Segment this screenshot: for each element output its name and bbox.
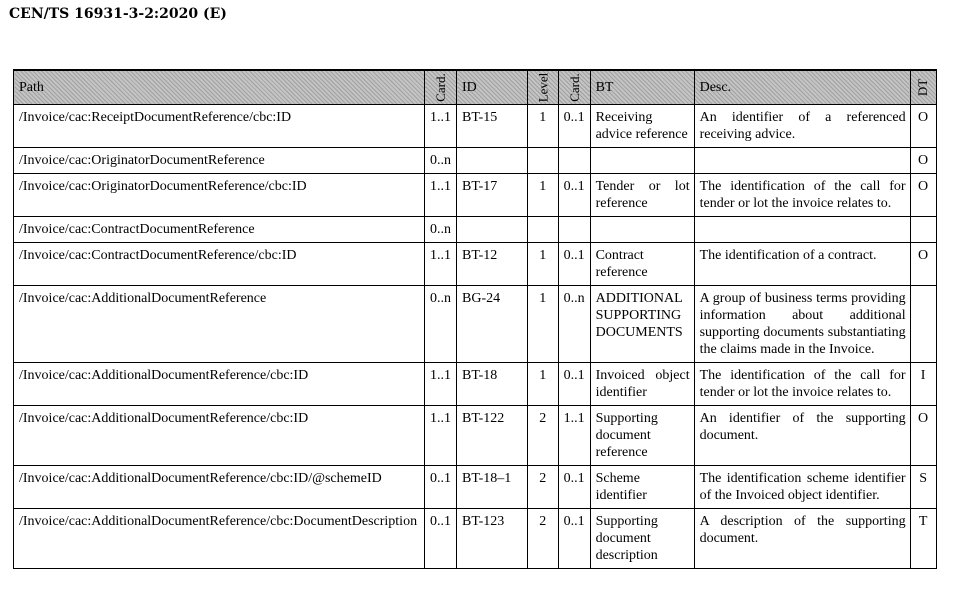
column-header-desc: Desc. — [694, 70, 910, 105]
column-header-card-bt: Card. — [558, 70, 590, 105]
cell-bt — [590, 217, 694, 243]
cell-bt: Scheme identifier — [590, 466, 694, 509]
cell-dt: O — [910, 148, 936, 174]
column-header-path: Path — [14, 70, 425, 105]
cell-dt: T — [910, 509, 936, 569]
cell-desc: The identification of the call for tender or lot the invoice relates to. — [694, 363, 910, 406]
cell-dt: O — [910, 105, 936, 148]
cell-card: 0..n — [425, 148, 457, 174]
cell-card-bt: 1..1 — [558, 406, 590, 466]
cell-bt: Invoiced object identifier — [590, 363, 694, 406]
cell-path: /Invoice/cac:ContractDocumentReference — [14, 217, 425, 243]
cell-path: /Invoice/cac:OriginatorDocumentReference — [14, 148, 425, 174]
cell-level: 2 — [528, 509, 559, 569]
table-header-row — [14, 70, 937, 105]
mapping-table — [13, 69, 937, 569]
cell-desc: The identification of the call for tender or lot the invoice relates to. — [694, 174, 910, 217]
cell-card: 0..1 — [425, 466, 457, 509]
cell-card: 1..1 — [425, 363, 457, 406]
cell-bt: Receiving advice reference — [590, 105, 694, 148]
cell-bt: Tender or lot reference — [590, 174, 694, 217]
cell-level: 1 — [528, 243, 559, 286]
cell-id: BT-15 — [457, 105, 528, 148]
cell-card-bt: 0..n — [558, 286, 590, 363]
cell-id: BT-18–1 — [457, 466, 528, 509]
cell-desc: A group of business terms providing information about additional supporting documents substantiating the claims made in the Invoice. — [694, 286, 910, 363]
cell-dt: S — [910, 466, 936, 509]
cell-bt: ADDITIONAL SUPPORTING DOCUMENTS — [590, 286, 694, 363]
cell-path: /Invoice/cac:AdditionalDocumentReference/cbc:DocumentDescription — [14, 509, 425, 569]
table-row — [14, 406, 937, 466]
cell-desc: The identification of a contract. — [694, 243, 910, 286]
cell-desc: An identifier of a referenced receiving advice. — [694, 105, 910, 148]
table-row — [14, 217, 937, 243]
column-header-bt: BT — [590, 70, 694, 105]
cell-path: /Invoice/cac:AdditionalDocumentReference/cbc:ID/@schemeID — [14, 466, 425, 509]
cell-dt — [910, 286, 936, 363]
cell-path: /Invoice/cac:ContractDocumentReference/cbc:ID — [14, 243, 425, 286]
cell-path: /Invoice/cac:AdditionalDocumentReference — [14, 286, 425, 363]
cell-card-bt: 0..1 — [558, 105, 590, 148]
cell-level: 1 — [528, 105, 559, 148]
cell-path: /Invoice/cac:OriginatorDocumentReference/cbc:ID — [14, 174, 425, 217]
cell-id: BT-17 — [457, 174, 528, 217]
cell-dt: I — [910, 363, 936, 406]
cell-card: 1..1 — [425, 406, 457, 466]
cell-card-bt: 0..1 — [558, 243, 590, 286]
cell-dt: O — [910, 406, 936, 466]
table-row — [14, 286, 937, 363]
cell-dt: O — [910, 243, 936, 286]
table-row — [14, 148, 937, 174]
column-header-level: Level — [528, 70, 559, 105]
cell-card: 1..1 — [425, 105, 457, 148]
cell-id: BT-18 — [457, 363, 528, 406]
cell-level: 2 — [528, 406, 559, 466]
cell-id: BT-12 — [457, 243, 528, 286]
cell-card: 1..1 — [425, 174, 457, 217]
cell-id: BT-122 — [457, 406, 528, 466]
cell-id: BT-123 — [457, 509, 528, 569]
cell-dt — [910, 217, 936, 243]
cell-bt — [590, 148, 694, 174]
table-row — [14, 466, 937, 509]
cell-path: /Invoice/cac:AdditionalDocumentReference/cbc:ID — [14, 406, 425, 466]
cell-desc — [694, 148, 910, 174]
cell-level: 1 — [528, 286, 559, 363]
column-header-dt: DT — [910, 70, 936, 105]
cell-level: 1 — [528, 363, 559, 406]
column-header-card: Card. — [425, 70, 457, 105]
cell-bt: Supporting document description — [590, 509, 694, 569]
table-row — [14, 105, 937, 148]
cell-card: 1..1 — [425, 243, 457, 286]
cell-card-bt: 0..1 — [558, 174, 590, 217]
cell-bt: Supporting document reference — [590, 406, 694, 466]
cell-card: 0..n — [425, 217, 457, 243]
cell-level: 1 — [528, 174, 559, 217]
cell-level — [528, 217, 559, 243]
cell-id — [457, 148, 528, 174]
cell-bt: Contract reference — [590, 243, 694, 286]
cell-desc: The identification scheme identifier of the Invoiced object identifier. — [694, 466, 910, 509]
cell-card-bt: 0..1 — [558, 363, 590, 406]
cell-path: /Invoice/cac:ReceiptDocumentReference/cbc:ID — [14, 105, 425, 148]
cell-card: 0..1 — [425, 509, 457, 569]
document-header: CEN/TS 16931-3-2:2020 (E) — [9, 6, 227, 22]
cell-id — [457, 217, 528, 243]
cell-card-bt: 0..1 — [558, 509, 590, 569]
cell-id: BG-24 — [457, 286, 528, 363]
cell-desc — [694, 217, 910, 243]
cell-desc: An identifier of the supporting document. — [694, 406, 910, 466]
cell-level: 2 — [528, 466, 559, 509]
table-row — [14, 509, 937, 569]
cell-card-bt: 0..1 — [558, 466, 590, 509]
cell-card-bt — [558, 148, 590, 174]
cell-desc: A description of the supporting document. — [694, 509, 910, 569]
table-row — [14, 363, 937, 406]
cell-card: 0..n — [425, 286, 457, 363]
column-header-id: ID — [457, 70, 528, 105]
table-row — [14, 243, 937, 286]
table-row — [14, 174, 937, 217]
cell-card-bt — [558, 217, 590, 243]
cell-path: /Invoice/cac:AdditionalDocumentReference/cbc:ID — [14, 363, 425, 406]
cell-level — [528, 148, 559, 174]
cell-dt: O — [910, 174, 936, 217]
